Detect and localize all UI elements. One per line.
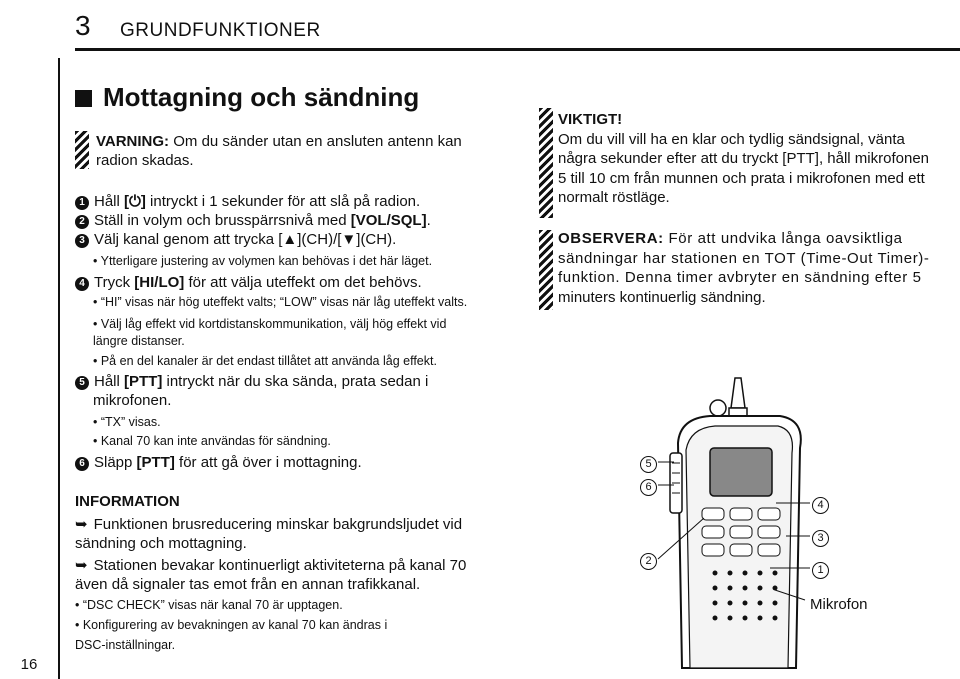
step-text: . <box>426 212 431 229</box>
step-3 <box>75 230 396 249</box>
warning-hatch-icon <box>75 131 89 169</box>
warning-label: VARNING: <box>96 133 170 150</box>
step-text: Ställ in volym och brusspärrsnivå med <box>94 212 351 229</box>
callout-3 <box>812 528 829 547</box>
information-line: Funktionen brusreducering minskar bakgrundsljudet vid <box>93 516 463 533</box>
step-text: Håll <box>94 193 125 210</box>
step-4 <box>75 273 422 292</box>
step-number-icon: 4 <box>75 277 89 291</box>
callout-6 <box>640 477 657 496</box>
important-line: Om du vill vill ha en klar och tydlig sändsignal, vänta <box>558 130 905 148</box>
step-text: Släpp <box>94 454 137 471</box>
step5-continued: mikrofonen. <box>93 392 172 409</box>
important-hatch-icon <box>539 108 553 218</box>
page-number: 16 <box>20 656 38 673</box>
arrow-icon: ➥ <box>75 516 88 533</box>
information-bullet: • “DSC CHECK” visas när kanal 70 är upptagen. <box>75 598 343 612</box>
callout-number: 3 <box>812 530 829 547</box>
information-line: även då signaler tas emot från en annan trafikkanal. <box>75 576 421 593</box>
step-number-icon: 2 <box>75 215 89 229</box>
important-block <box>558 110 958 208</box>
callout-number: 6 <box>640 479 657 496</box>
information-item <box>75 515 462 534</box>
step-key: [PTT] <box>124 373 163 390</box>
step-key: [VOL/SQL] <box>350 212 427 229</box>
callout-5 <box>640 454 657 473</box>
caution-line: funktion. Denna timer avbryter en sändning efter 5 <box>558 269 922 286</box>
caution-line: sändningar har stationen en TOT (Time-Out Timer)- <box>558 249 930 267</box>
step4-bullet: • På en del kanaler är det endast tillåtet att använda låg effekt. <box>93 354 437 368</box>
important-title: VIKTIGT! <box>558 111 623 128</box>
step4-bullet: längre distanser. <box>93 334 185 348</box>
caution-block <box>558 229 958 307</box>
step-text: Håll <box>94 373 125 390</box>
mic-label: Mikrofon <box>810 596 868 613</box>
step-2 <box>75 211 431 230</box>
step5-bullet: • Kanal 70 kan inte användas för sändning. <box>93 434 331 448</box>
step-text: intryckt när du ska sända, prata sedan i <box>162 373 429 390</box>
caution-label: OBSERVERA: <box>558 230 664 247</box>
information-bullet: • Konfigurering av bevakningen av kanal 70 kan ändras i <box>75 618 388 632</box>
chapter-title: GRUNDFUNKTIONER <box>120 20 321 41</box>
callout-number: 1 <box>812 562 829 579</box>
page-sidebar <box>0 58 60 679</box>
callout-number: 2 <box>640 553 657 570</box>
warning-line2: radion skadas. <box>96 152 194 169</box>
step5-bullet: • “TX” visas. <box>93 415 161 429</box>
important-line: 5 till 10 cm från munnen och prata i mikrofonen med ett <box>558 169 925 187</box>
step-text: för att välja uteffekt om det behövs. <box>184 274 422 291</box>
caution-line: minuters kontinuerlig sändning. <box>558 288 766 306</box>
header-rule <box>75 48 960 51</box>
information-title: INFORMATION <box>75 493 180 510</box>
step-number-icon: 3 <box>75 234 89 248</box>
step4-bullet: • “HI” visas när hög uteffekt valts; “LOW” visas när låg uteffekt valts. <box>93 295 468 309</box>
step-key: [PTT] <box>136 454 175 471</box>
step3-bullet: • Ytterligare justering av volymen kan behövas i det här läget. <box>93 254 433 268</box>
information-bullet: DSC-inställningar. <box>75 638 176 652</box>
chapter-number: 3 <box>75 10 91 41</box>
step-5 <box>75 372 428 391</box>
arrow-icon: ➥ <box>75 557 88 574</box>
caution-hatch-icon <box>539 230 553 310</box>
callout-number: 4 <box>812 497 829 514</box>
important-line: normalt röstläge. <box>558 189 670 206</box>
information-line: sändning och mottagning. <box>75 535 247 552</box>
step-1 <box>75 192 420 211</box>
callout-4 <box>812 495 829 514</box>
callout-number: 5 <box>640 456 657 473</box>
information-line: Stationen bevakar kontinuerligt aktiviteterna på kanal 70 <box>93 557 467 574</box>
step-key: [⏻] <box>124 193 146 210</box>
caution-line: För att undvika långa oavsiktliga <box>668 230 903 247</box>
important-line: några sekunder efter att du tryckt [PTT], håll mikrofonen <box>558 150 930 167</box>
step-number-icon: 1 <box>75 196 89 210</box>
step-text: Välj kanal genom att trycka [▲](CH)/[▼](CH). <box>94 231 397 248</box>
section-marker-icon <box>75 90 92 107</box>
step-number-icon: 6 <box>75 457 89 471</box>
step4-bullet: • Välj låg effekt vid kortdistanskommunikation, välj hög effekt vid <box>93 317 447 331</box>
step-text: intryckt i 1 sekunder för att slå på radion. <box>145 193 421 210</box>
step-text: Tryck <box>94 274 135 291</box>
step-6 <box>75 453 362 472</box>
callout-2 <box>640 551 657 570</box>
section-title: Mottagning och sändning <box>103 82 420 112</box>
callout-1 <box>812 560 829 579</box>
step-text: för att gå över i mottagning. <box>174 454 362 471</box>
information-item <box>75 556 466 575</box>
step-number-icon: 5 <box>75 376 89 390</box>
warning-text <box>96 132 516 170</box>
radio-illustration <box>600 368 940 679</box>
step-key: [HI/LO] <box>134 274 185 291</box>
warning-line1: Om du sänder utan en ansluten antenn kan <box>173 133 462 150</box>
